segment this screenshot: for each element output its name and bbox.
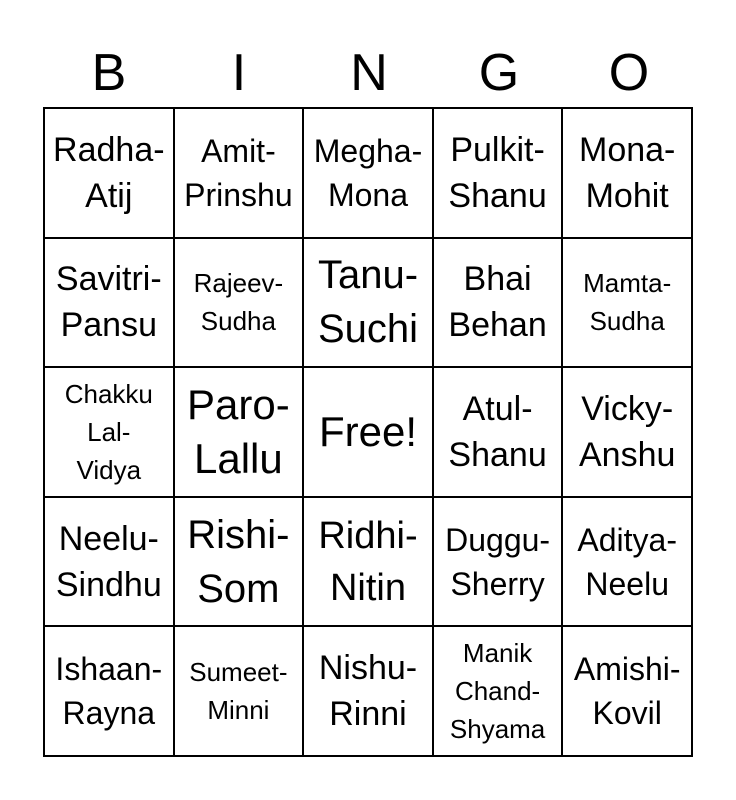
cell-label: Atul- Shanu — [448, 389, 547, 474]
bingo-cell[interactable] — [433, 238, 563, 368]
bingo-cell[interactable] — [433, 108, 563, 238]
cell-label: Chakku Lal- Vidya — [64, 378, 153, 485]
bingo-cell[interactable] — [303, 626, 433, 756]
cell-label: Rajeev- Sudha — [193, 268, 284, 337]
cell-label: Ishaan- Rayna — [55, 651, 163, 732]
cell-label: Amishi- Kovil — [573, 651, 681, 732]
bingo-cell[interactable] — [44, 497, 174, 627]
header-letter-b: B — [91, 44, 127, 102]
cell-label: Ridhi- Nitin — [318, 514, 418, 609]
bingo-cell[interactable] — [44, 238, 174, 368]
cell-label: Neelu- Sindhu — [55, 519, 162, 604]
bingo-cell[interactable] — [562, 108, 692, 238]
bingo-cell[interactable] — [433, 367, 563, 497]
cell-label: Megha- Mona — [313, 132, 423, 213]
bingo-header — [44, 38, 694, 108]
cell-label: Bhai Behan — [448, 260, 547, 345]
bingo-cell[interactable] — [433, 626, 563, 756]
cell-label: Sumeet- Minni — [189, 657, 288, 726]
bingo-cell[interactable] — [44, 108, 174, 238]
cell-label: Tanu- Suchi — [317, 253, 419, 352]
bingo-cell[interactable] — [562, 497, 692, 627]
bingo-cell[interactable] — [562, 626, 692, 756]
bingo-cell[interactable] — [174, 626, 304, 756]
cell-label: Paro- Lallu — [187, 380, 290, 482]
free-cell[interactable] — [303, 367, 433, 497]
cell-label: Manik Chand- Shyama — [449, 638, 546, 745]
cell-label: Aditya- Neelu — [577, 521, 677, 602]
bingo-cell[interactable] — [562, 367, 692, 497]
header-letter-o: O — [608, 44, 650, 102]
cell-label: Pulkit- Shanu — [448, 130, 547, 215]
bingo-cell[interactable] — [562, 238, 692, 368]
bingo-cell[interactable] — [174, 238, 304, 368]
cell-label: Duggu- Sherry — [445, 521, 551, 602]
cell-label: Mona- Mohit — [579, 130, 676, 215]
bingo-cell[interactable] — [44, 626, 174, 756]
cell-label: Vicky- Anshu — [578, 389, 676, 474]
cell-label: Rishi- Som — [187, 512, 290, 611]
bingo-cell[interactable] — [174, 497, 304, 627]
header-letter-i: I — [231, 44, 247, 102]
bingo-cell[interactable] — [433, 497, 563, 627]
bingo-cell[interactable] — [303, 238, 433, 368]
bingo-cell[interactable] — [174, 367, 304, 497]
header-letter-n: N — [350, 44, 388, 102]
cell-label: Amit- Prinshu — [184, 132, 293, 213]
bingo-cell[interactable] — [174, 108, 304, 238]
header-letter-g: G — [478, 44, 520, 102]
cell-label: Nishu- Rinni — [318, 649, 418, 734]
bingo-grid — [43, 107, 693, 757]
free-label: Free! — [318, 407, 417, 455]
bingo-cell[interactable] — [303, 108, 433, 238]
cell-label: Mamta- Sudha — [583, 268, 672, 337]
bingo-cell[interactable] — [303, 497, 433, 627]
bingo-cell[interactable] — [44, 367, 174, 497]
cell-label: Radha- Atij — [53, 130, 165, 215]
cell-label: Savitri- Pansu — [55, 260, 162, 345]
